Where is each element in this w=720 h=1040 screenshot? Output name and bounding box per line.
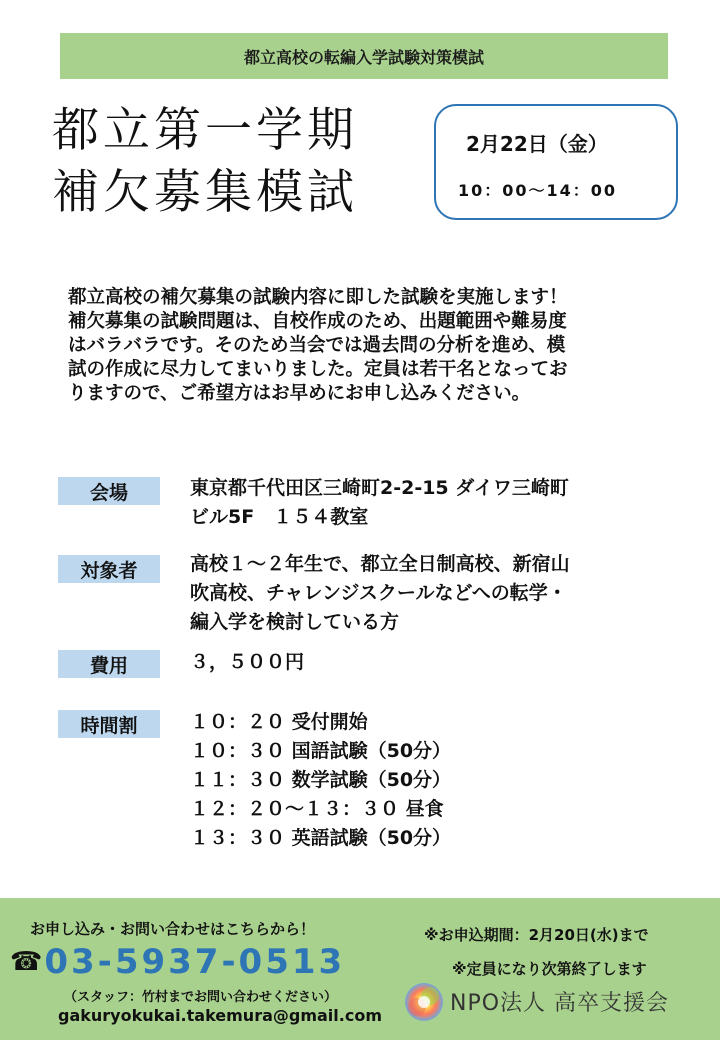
target-label: 対象者 (58, 555, 160, 583)
email-link[interactable]: gakuryokukai.takemura@gmail.com (58, 1006, 382, 1025)
date-box (434, 104, 678, 220)
fee-value: ３，５００円 (190, 651, 305, 673)
schedule-item: １０：２０ 受付開始 (190, 711, 368, 733)
schedule-label: 時間割 (58, 710, 160, 738)
schedule-item: １３：３０ 英語試験（50分） (190, 827, 452, 849)
schedule-item: １１：３０ 数学試験（50分） (190, 769, 452, 791)
footer (0, 898, 720, 1040)
venue-value: 東京都千代田区三崎町2-2-15 ダイワ三崎町 ビル5F １５４教室 (190, 477, 569, 528)
org-name: NPO法人 高卒支援会 (450, 991, 670, 1016)
event-date: 2月22日（金） (466, 132, 608, 156)
title-line-1: 都立第一学期 (52, 103, 358, 158)
target-value: 高校１～２年生で、都立全日制高校、新宿山 吹高校、チャレンジスクールなどへの転学・ 編入学を検討している方 (190, 553, 570, 633)
top-banner (60, 33, 668, 79)
org-logo-icon (404, 982, 444, 1022)
schedule-item: １０：３０ 国語試験（50分） (190, 740, 452, 762)
staff-note: （スタッフ：竹村までお問い合わせください） (64, 990, 338, 1005)
contact-lead: お申し込み・お問い合わせはこちらから！ (30, 920, 316, 938)
period-note: ※お申込期間：2月20日(水)まで (424, 926, 649, 944)
schedule-item: １２：２０～１３：３０ 昼食 (190, 798, 444, 820)
main-title (52, 100, 422, 224)
title-line-2: 補欠募集模試 (52, 165, 358, 220)
phone-icon: ☎ (10, 947, 43, 977)
banner-text: 都立高校の転編入学試験対策模試 (243, 47, 484, 67)
intro-text: 都立高校の補欠募集の試験内容に即した試験を実施します！ 補欠募集の試験問題は、自校作成のため、出題範囲や難易度 はバラバラです。そのため当会では過去問の分析を進め、模 試の作成に尽力してまいりました。定員は若干名となってお りますので、ご希望方はお早めにお申し込みください。 (68, 287, 568, 404)
phone-row[interactable] (10, 942, 345, 982)
event-time: 10：00～14：00 (458, 181, 618, 200)
schedule-list (190, 708, 451, 853)
capacity-note: ※定員になり次第終了します (452, 960, 647, 978)
fee-label: 費用 (58, 650, 160, 678)
phone-number[interactable]: 03-5937-0513 (44, 942, 346, 982)
venue-label: 会場 (58, 477, 160, 505)
